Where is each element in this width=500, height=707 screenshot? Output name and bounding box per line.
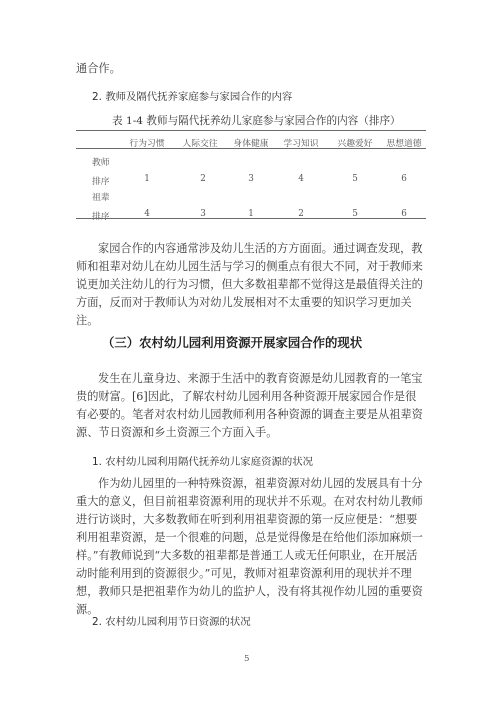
table-cell: 1	[144, 174, 150, 184]
row-label: 祖辈	[92, 193, 110, 203]
table-cell: 4	[298, 174, 304, 184]
table-col-header: 身体健康	[233, 139, 269, 149]
table-cell: 5	[352, 209, 358, 219]
table-cell: 2	[298, 209, 304, 219]
table-cell: 4	[144, 209, 150, 219]
subheading-festival-resources: 2. 农村幼儿园利用节日资源的状况	[92, 616, 251, 628]
table-cell: 3	[200, 209, 206, 219]
paragraph-resources-intro: 发生在儿童身边、来源于生活中的教育资源是幼儿园教育的一笔宝贵的财富。[6]因此，了解农村幼儿园利用各种资源开展家园合作是很有必要的。笔者对农村幼儿园教师利用各种资源的调查主要是从祖辈资源、节日资源和乡土资源三个方面入手。	[76, 372, 423, 439]
intro-tail-text: 通合作。	[76, 62, 121, 75]
table-cell: 5	[352, 174, 358, 184]
paragraph-grandparent-resources: 作为幼儿园里的一种特殊资源，祖辈资源对幼儿园的发展具有十分重大的意义，但目前祖辈资源利用的现状并不乐观。在对农村幼儿教师进行访谈时，大多数教师在听到利用祖辈资源的第一反应便是：“想要利用祖辈资源，是一个很难的问题，总是觉得像是在给他们添加麻烦一样。”有教师说到“大多数的祖辈都是普通工人或无任何职业，在开展活动时能利用到的资源很少。”可见，教师对祖辈资源利用的现状并不理想，教师只是把祖辈作为幼儿的监护人，没有将其视作幼儿园的重要资源。	[76, 477, 423, 616]
paragraph-content-differences: 家园合作的内容通常涉及幼儿生活的方方面面。通过调查发现，教师和祖辈对幼儿在幼儿园生活与学习的侧重点有很大不同，对于教师来说更加关注幼儿的行为习惯，但大多数祖辈都不觉得这是最值得关注的方面，反而对于教师认为对幼儿发展相对不太重要的知识学习更加关注。	[76, 242, 423, 327]
table-col-header: 兴趣爱好	[337, 139, 373, 149]
table-col-header: 行为习惯	[129, 139, 165, 149]
table-bottom-rule	[76, 218, 426, 219]
page-number: 5	[244, 654, 250, 664]
table-cell: 6	[401, 174, 407, 184]
table-top-rule	[76, 130, 426, 131]
subheading-grandparent-resources: 1. 农村幼儿园利用隔代抚养幼儿家庭资源的状况	[92, 456, 314, 468]
section-title: （三）农村幼儿园利用资源开展家园合作的现状	[102, 335, 363, 350]
table-caption: 表 1-4 教师与隔代抚养幼儿家庭参与家园合作的内容（排序）	[112, 115, 401, 127]
table-cell: 2	[200, 174, 206, 184]
table-cell: 6	[401, 209, 407, 219]
table-header-rule	[76, 148, 426, 149]
table-col-header: 学习知识	[283, 139, 319, 149]
row-label: 排序	[92, 212, 110, 222]
row-label: 教师	[92, 158, 110, 168]
table-cell: 3	[248, 174, 254, 184]
table-col-header: 思想道德	[386, 139, 422, 149]
row-label: 排序	[92, 177, 110, 187]
table-col-header: 人际交往	[182, 139, 218, 149]
subheading-content: 2. 教师及隔代抚养家庭参与家园合作的内容	[92, 91, 293, 103]
table-cell: 1	[248, 209, 254, 219]
